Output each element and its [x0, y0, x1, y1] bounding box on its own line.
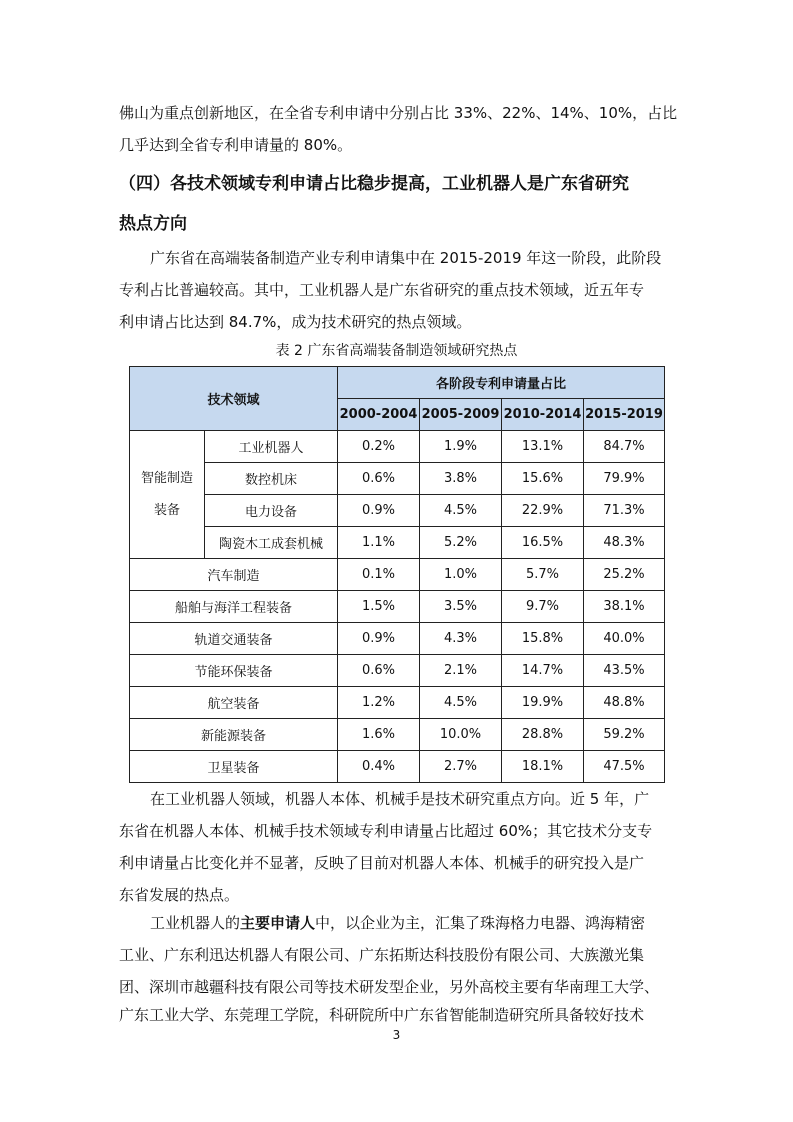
cell: 16.5% [502, 527, 584, 559]
paragraph-line: 团、深圳市越疆科技有限公司等技术研发型企业，另外高校主要有华南理工大学、 [119, 978, 660, 996]
cell: 4.5% [420, 495, 502, 527]
cell: 0.6% [338, 463, 420, 495]
cell: 71.3% [584, 495, 665, 527]
cell: 2.1% [420, 655, 502, 687]
cell: 2.7% [420, 751, 502, 783]
header-period: 2010-2014 [502, 399, 584, 431]
paragraph-line: 佛山为重点创新地区，在全省专利申请中分别占比 33%、22%、14%、10%，占比 [119, 104, 678, 122]
text-run: 工业机器人的 [150, 914, 241, 932]
table-row [130, 431, 665, 463]
header-group: 各阶段专利申请量占比 [338, 367, 665, 399]
row-name: 电力设备 [205, 495, 338, 527]
row-name: 工业机器人 [205, 431, 338, 463]
cell: 0.9% [338, 623, 420, 655]
cell: 1.1% [338, 527, 420, 559]
cell: 47.5% [584, 751, 665, 783]
cell: 43.5% [584, 655, 665, 687]
paragraph-line: 利申请量占比变化并不显著，反映了目前对机器人本体、机械手的研究投入是广 [119, 854, 645, 872]
cell: 0.4% [338, 751, 420, 783]
cell: 40.0% [584, 623, 665, 655]
paragraph-line: 在工业机器人领域，机器人本体、机械手是技术研究重点方向。近 5 年，广 [150, 790, 650, 808]
cell: 0.1% [338, 559, 420, 591]
table-row [130, 463, 665, 495]
table-row [130, 687, 665, 719]
paragraph-line: 专利占比普遍较高。其中，工业机器人是广东省研究的重点技术领域，近五年专 [119, 281, 645, 299]
paragraph-line: 广东工业大学、东莞理工学院，科研院所中广东省智能制造研究所具备较好技术 [119, 1006, 645, 1024]
section-heading: （四）各技术领域专利申请占比稳步提高，工业机器人是广东省研究 [119, 174, 629, 194]
cell: 4.5% [420, 687, 502, 719]
cell: 1.0% [420, 559, 502, 591]
cell: 9.7% [502, 591, 584, 623]
cell: 48.3% [584, 527, 665, 559]
cell: 5.2% [420, 527, 502, 559]
page-number: 3 [392, 1028, 401, 1042]
row-name: 数控机床 [205, 463, 338, 495]
cell: 10.0% [420, 719, 502, 751]
cell: 38.1% [584, 591, 665, 623]
row-name: 卫星装备 [130, 751, 338, 783]
table-row [130, 559, 665, 591]
table-row [130, 719, 665, 751]
header-period: 2015-2019 [584, 399, 665, 431]
group-label [130, 431, 205, 559]
cell: 28.8% [502, 719, 584, 751]
table-row [130, 495, 665, 527]
cell: 0.6% [338, 655, 420, 687]
cell: 59.2% [584, 719, 665, 751]
table-row [130, 751, 665, 783]
paragraph-line: 几乎达到全省专利申请量的 80%。 [119, 136, 353, 154]
cell: 19.9% [502, 687, 584, 719]
table-row [130, 591, 665, 623]
text-run: 中，以企业为主，汇集了珠海格力电器、鸿海精密 [315, 914, 646, 932]
cell: 15.8% [502, 623, 584, 655]
cell: 4.3% [420, 623, 502, 655]
table-row [130, 655, 665, 687]
table-row [130, 623, 665, 655]
header-period: 2005-2009 [420, 399, 502, 431]
paragraph-line: 广东省在高端装备制造产业专利申请集中在 2015-2019 年这一阶段，此阶段 [150, 249, 662, 267]
header-period: 2000-2004 [338, 399, 420, 431]
cell: 18.1% [502, 751, 584, 783]
cell: 0.9% [338, 495, 420, 527]
row-name: 新能源装备 [130, 719, 338, 751]
row-name: 陶瓷木工成套机械 [205, 527, 338, 559]
table-row [130, 527, 665, 559]
cell: 14.7% [502, 655, 584, 687]
cell: 1.2% [338, 687, 420, 719]
cell: 1.6% [338, 719, 420, 751]
header-field: 技术领域 [130, 367, 338, 431]
cell: 13.1% [502, 431, 584, 463]
cell: 48.8% [584, 687, 665, 719]
row-name: 船舶与海洋工程装备 [130, 591, 338, 623]
paragraph-line: 工业、广东利迅达机器人有限公司、广东拓斯达科技股份有限公司、大族激光集 [119, 946, 645, 964]
cell: 3.8% [420, 463, 502, 495]
section-heading: 热点方向 [119, 214, 187, 234]
row-name: 汽车制造 [130, 559, 338, 591]
cell: 5.7% [502, 559, 584, 591]
cell: 1.9% [420, 431, 502, 463]
emphasis-text: 主要申请人 [240, 914, 316, 932]
paragraph-line: 东省发展的热点。 [119, 886, 240, 904]
group-label-line: 智能制造 [140, 470, 193, 486]
row-name: 节能环保装备 [130, 655, 338, 687]
cell: 79.9% [584, 463, 665, 495]
data-table [129, 366, 665, 783]
cell: 15.6% [502, 463, 584, 495]
cell: 84.7% [584, 431, 665, 463]
cell: 1.5% [338, 591, 420, 623]
group-label-line: 装备 [153, 502, 180, 518]
cell: 22.9% [502, 495, 584, 527]
paragraph-line [150, 912, 645, 933]
cell: 0.2% [338, 431, 420, 463]
cell: 25.2% [584, 559, 665, 591]
paragraph-line: 东省在机器人本体、机械手技术领域专利申请量占比超过 60%；其它技术分支专 [119, 822, 653, 840]
row-name: 航空装备 [130, 687, 338, 719]
row-name: 轨道交通装备 [130, 623, 338, 655]
table-caption: 表 2 广东省高端装备制造领域研究热点 [275, 343, 518, 359]
paragraph-line: 利申请占比达到 84.7%，成为技术研究的热点领域。 [119, 313, 472, 331]
cell: 3.5% [420, 591, 502, 623]
